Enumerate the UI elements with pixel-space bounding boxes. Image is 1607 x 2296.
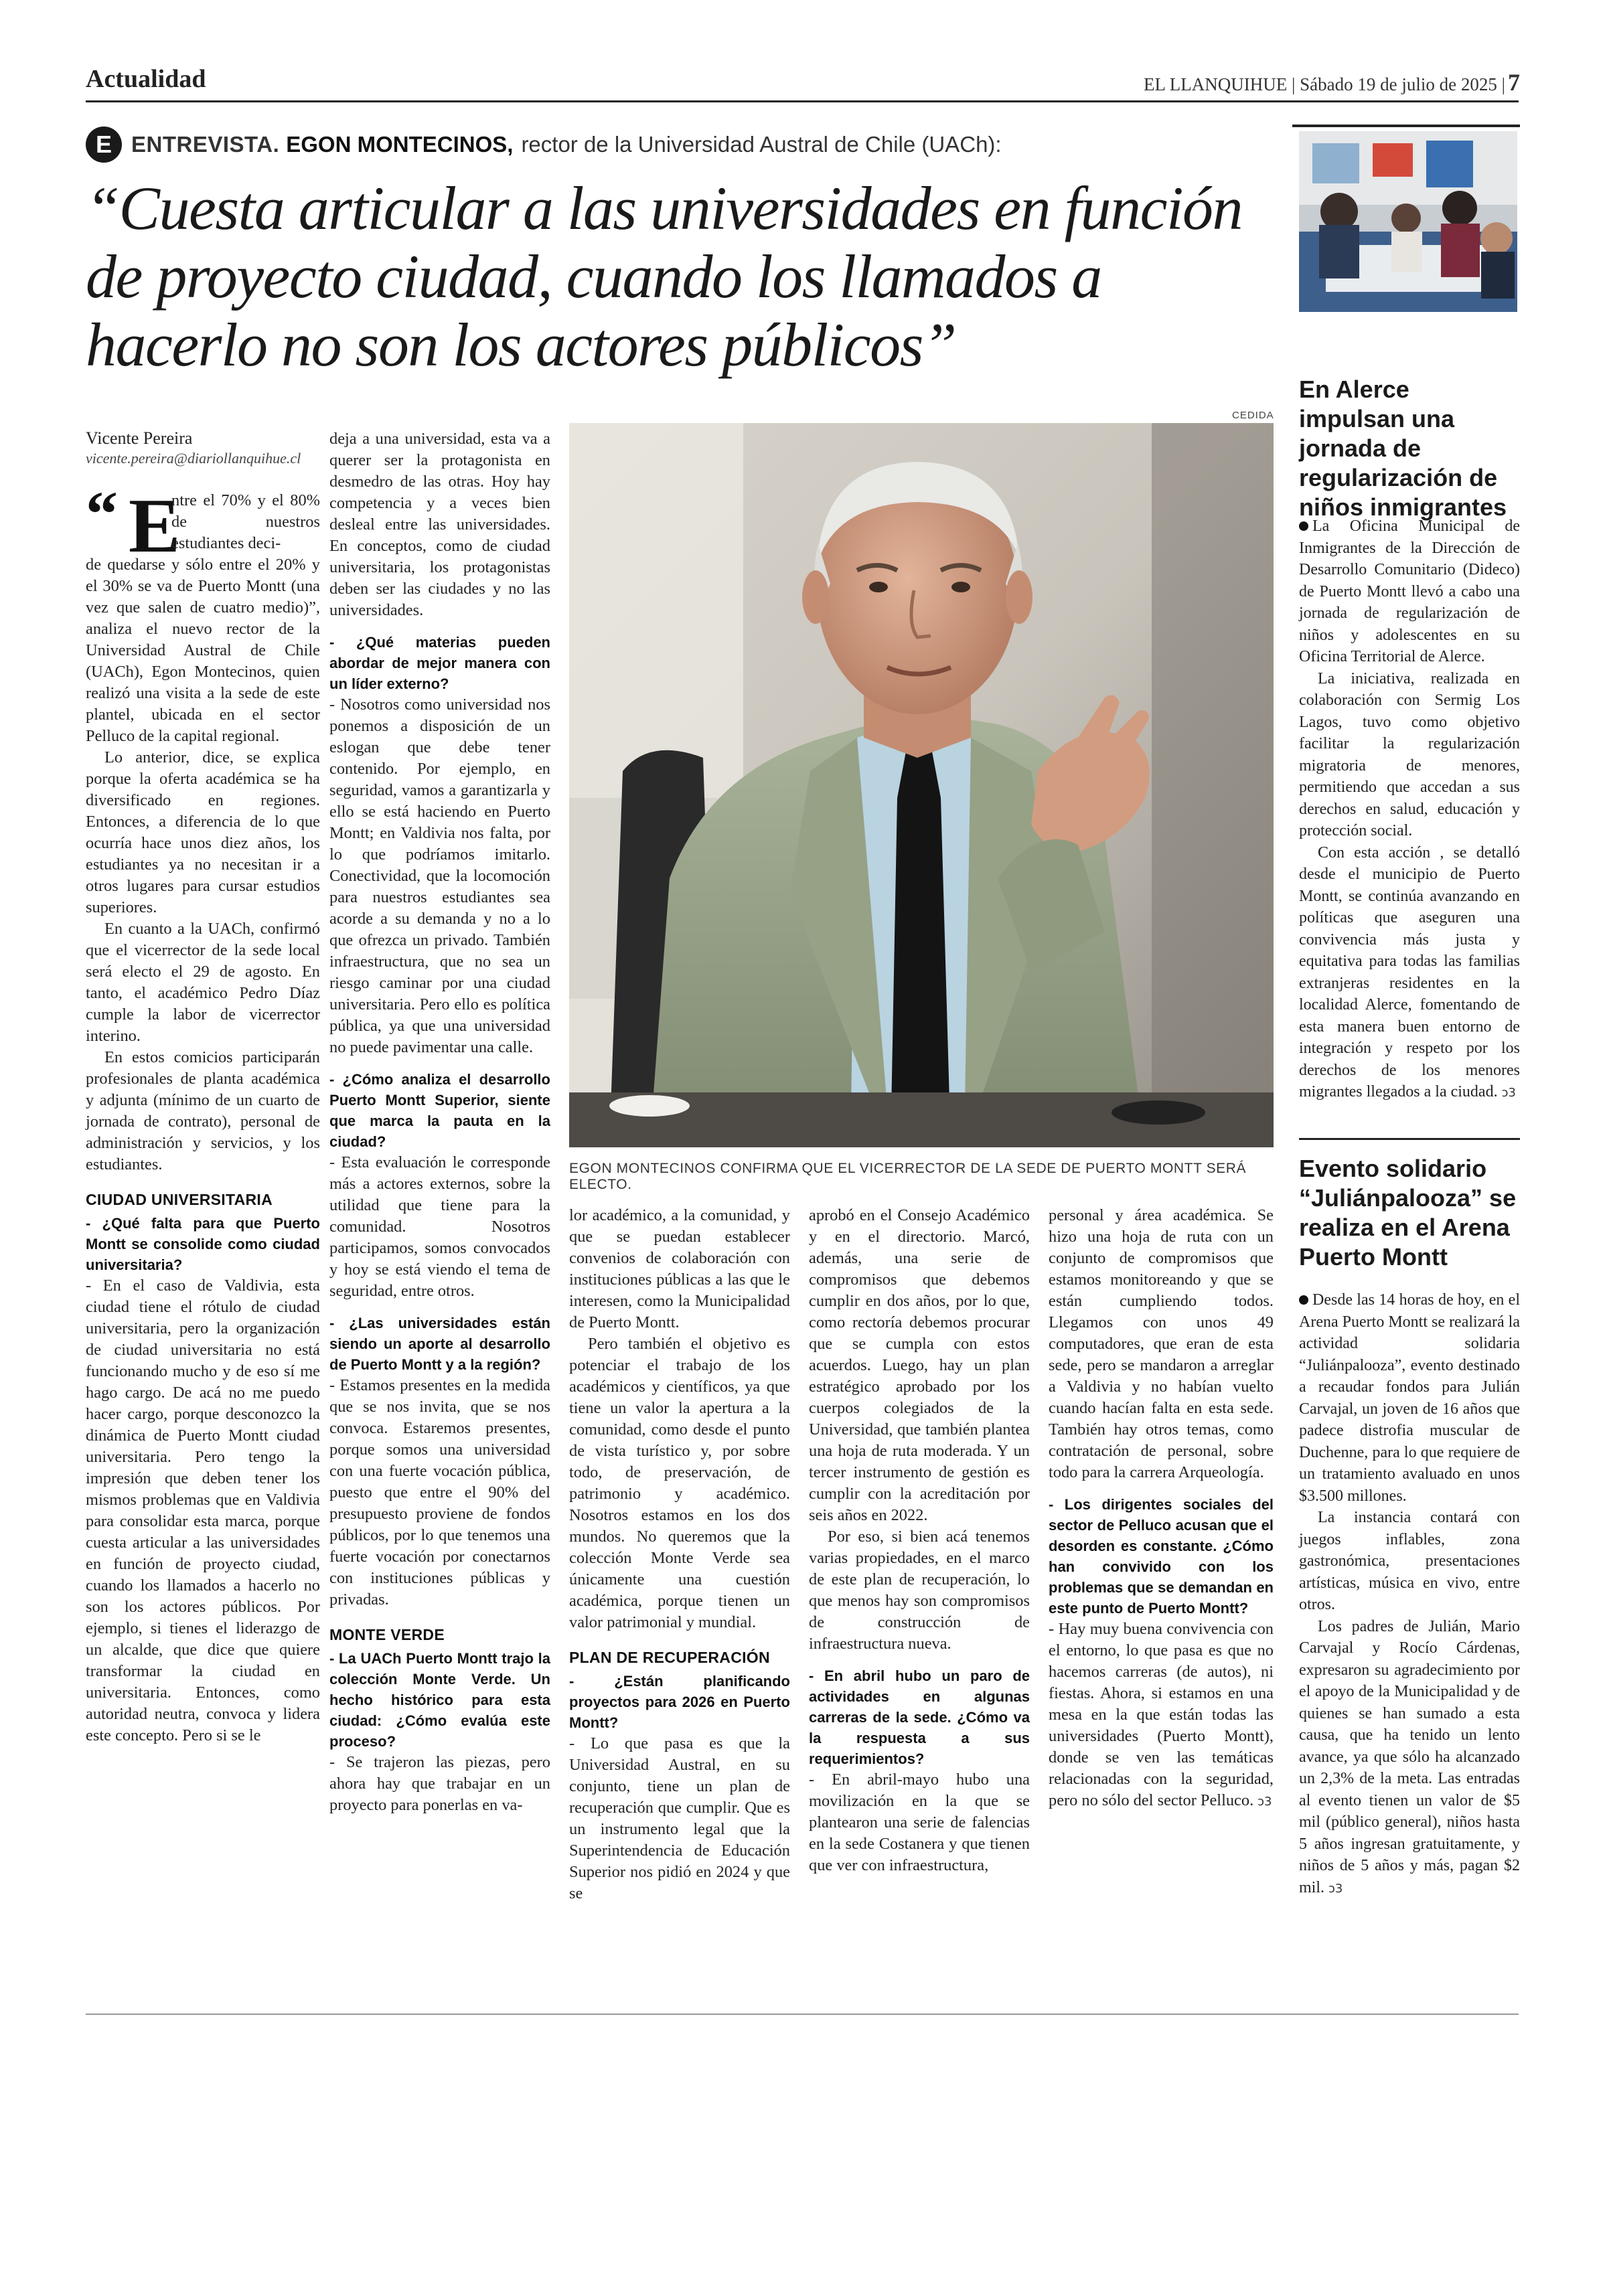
interview-answer: - Esta evaluación le corresponde más a actores externos, sobre la utilidad que tiene para la comunidad. Nosotros participamos, somos convocados y hoy se está viendo el tema de seguridad, entre otros. [329, 1153, 550, 1300]
paragraph: Por eso, si bien acá tenemos varias propiedades, en el marco de este plan de recuperación, lo que menos hay son compromisos de construcción de infraestructura nueva. [809, 1528, 1030, 1653]
kicker [86, 126, 1002, 163]
entrevista-badge: E [86, 127, 122, 163]
paragraph: La instancia contará con juegos inflables, zona gastronómica, presentaciones artísticas, música en vivo, entre otros. [1299, 1509, 1520, 1613]
interview-photo [569, 423, 1274, 1147]
paragraph: Pero también el objetivo es potenciar el trabajo de los académicos y científicos, ya que tiene un valor la apertura a la comunidad, como desde el punto de vista turístico y, por sobre todo, de preservación, de patrimonio y académico. Nosotros estamos en los dos mundos. No queremos que la colección Monte Verde sea únicamente una cuestión académica, porque tienen un valor patrimonial y mundial. [569, 1335, 790, 1631]
kicker-label: ENTREVISTA. [131, 132, 280, 157]
interview-answer: - En el caso de Valdivia, esta ciudad tiene el rótulo de ciudad universitaria, pero la organización de ciudad universitaria no está funcionando mucho y de eso sí me hago cargo. De acá no me puedo hacer cargo, porque desconozco la dinámica de Puerto Montt ciudad universitaria. Pero tengo la impresión que deben tener los mismos problemas que en Valdivia para consolidar esta marca, porque cuesta articular a las universidades en función de proyecto ciudad, cuando los llamados a hacerlo no son los actores públicos. Por ejemplo, si tienes el liderazgo de un alcalde, que dice que quiere transformar la ciudad en universitaria. Entonces, como autoridad neutra, convoca y lidera este concepto. Pero si se le [86, 1277, 320, 1744]
bullet-icon [1299, 521, 1308, 531]
paragraph: En estos comicios participarán profesionales de planta académica y adjunta (mínimo de un cuarto de jornada de contrato), personal de administración y servicios, y los estudiantes. [86, 1048, 320, 1173]
masthead [1144, 68, 1520, 96]
sidebar-story-1-title: En Alerce impulsan una jornada de regularización de niños inmigrantes [1299, 376, 1507, 521]
end-mark-icon: ↄ3 [1257, 1795, 1272, 1809]
lead-paragraph-start: ntre el 70% y el 80% de nuestros estudiantes deci- [171, 491, 320, 552]
end-mark-icon: ↄ3 [1328, 1881, 1343, 1896]
sidebar-photo-illustration [1299, 131, 1517, 312]
interview-question: - ¿Qué falta para que Puerto Montt se consolide como ciudad universitaria? [86, 1215, 320, 1273]
interview-answer: - En abril-mayo hubo una movilización en la que se plantearon una serie de falencias en la sede Costanera y que tienen que ver con infraestructura, [809, 1771, 1030, 1874]
paragraph: En cuanto a la UACh, confirmó que el vicerrector de la sede local será electo el 29 de agosto. En tanto, el académico Pedro Díaz cumple la labor de vicerrector interino. [86, 920, 320, 1045]
article-column-4 [809, 1205, 1030, 1876]
interview-photo-illustration [569, 423, 1274, 1147]
paragraph [1299, 1616, 1520, 1900]
paragraph-text: Con esta acción , se detalló desde el municipio de Puerto Montt, se continúa avanzando en políticas que aseguren una convivencia más justa y equitativa para todas las familias extranjeras residentes en la localidad Alerce, fomentando de esta manera buen entorno de integración y respeto por los derechos de los menores migrantes llegados a la ciudad. [1299, 843, 1520, 1100]
paragraph: personal y área académica. Se hizo una hoja de ruta con un conjunto de compromisos que estamos monitoreando y que se están cumpliendo todos. Llegamos con unos 49 computadores, que eran de esta sede, pero se mandaron a arreglar a Valdivia y no habían vuelto cuando hacían falta en esta sede. También hay otros temas, como contratación de personal, sobre todo para la carrera Arqueología. [1049, 1206, 1274, 1481]
sidebar-story-2-title: Evento solidario “Juliánpalooza” se realiza en el Arena Puerto Montt [1299, 1155, 1517, 1270]
top-rule [86, 100, 1519, 102]
headline: “Cuesta articular a las universidades en función de proyecto ciudad, cuando los llamados a hacerlo no son los actores públicos” [86, 174, 1243, 379]
sidebar-separator [1299, 1138, 1520, 1140]
subheading: CIUDAD UNIVERSITARIA [86, 1191, 273, 1208]
lead-paragraph: de quedarse y sólo entre el 20% y el 30% se va de Puerto Montt (una vez que salen de cuatro medio)”, analiza el nuevo rector de la Universidad Austral de Chile (UACh), Egon Montecinos, quien realizó una visita a la sede de este plantel, ubicada en el sector Pelluco de la capital regional. [86, 556, 320, 745]
paragraph: La iniciativa, realizada en colaboración con Sermig Los Lagos, tuvo como objetivo facilitar la regularización migratoria de menores, permitiendo que accedan a sus derechos en salud, educación y protección social. [1299, 669, 1520, 839]
interview-answer: - Estamos presentes en la medida que se nos invita, que se nos convoca. Estaremos presentes, porque somos una universidad con una fuerte vocación pública, puesto que entre el 90% del presupuesto proviene de fondos públicos, por lo que tenemos una fuerte vocación por conectarnos con instituciones públicas y privadas. [329, 1376, 550, 1609]
article-column-5 [1049, 1205, 1274, 1813]
paragraph [1299, 842, 1520, 1104]
interview-question: - Los dirigentes sociales del sector de Pelluco acusan que el desorden es constante. ¿Cómo han convivido con los problemas que se demandan en este punto de Puerto Montt? [1049, 1496, 1274, 1617]
interview-question: - ¿Están planificando proyectos para 2026 en Puerto Montt? [569, 1673, 790, 1731]
sidebar-story-1-body [1299, 515, 1520, 1104]
paragraph-text: Desde las 14 horas de hoy, en el Arena Puerto Montt se realizará la actividad solidaria “Juliánpalooza”, evento destinado a recaudar fondos para Julián Carvajal, un joven de 16 años que padece distrofia muscular de Duchenne, para lo que requiere de un tratamiento avaluado en unos $3.500 millones. [1299, 1291, 1520, 1505]
paragraph: lor académico, a la comunidad, y que se puedan establecer convenios de colaboración con instituciones públicas a las que le interesen, como la Municipalidad de Puerto Montt. [569, 1206, 790, 1331]
section-label: Actualidad [86, 65, 206, 93]
kicker-name: EGON MONTECINOS, [286, 132, 514, 157]
paragraph: deja a una universidad, esta va a querer ser la protagonista en desmedro de las otras. Hoy hay competencia y a veces bien desleal entre las universidades. En conceptos, como de ciudad universitaria, los protagonistas deben ser las ciudades y no las universidades. [329, 430, 550, 619]
bullet-icon [1299, 1295, 1308, 1305]
dropcap-quote: “ [86, 478, 118, 550]
bottom-rule [86, 2014, 1519, 2015]
interview-question: - ¿Qué materias pueden abordar de mejor manera con un líder externo? [329, 634, 550, 692]
interview-question: - En abril hubo un paro de actividades en algunas carreras de la sede. ¿Cómo va la respuesta a sus requerimientos? [809, 1667, 1030, 1767]
paragraph [1299, 1289, 1520, 1507]
paragraph: Lo anterior, dice, se explica porque la oferta académica se ha diversificado en regiones. Entonces, a diferencia de lo que ocurría hace unos diez años, los estudiantes ya no necesitan ir a otros lugares para cursar estudios superiores. [86, 748, 320, 916]
photo-credit: CEDIDA [1232, 410, 1274, 421]
paragraph-text: Los padres de Julián, Mario Carvajal y Rocío Cárdenas, expresaron su agradecimiento por el apoyo de la Municipalidad y de quienes se han sumado a esta causa, que ha tenido un lento avance, ya que sólo ha alcanzado un 2,3% de la meta. Las entradas al evento tienen un valor de $5 mil (público general), niños hasta 5 años ingresan gratuitamente, y niños de 5 años y más, pagan $2 mil. [1299, 1617, 1520, 1896]
kicker-role: rector de la Universidad Austral de Chile (UACh): [521, 132, 1002, 157]
end-mark-icon: ↄ3 [1501, 1086, 1516, 1100]
byline-name: Vicente Pereira [86, 428, 193, 448]
article-column-1 [86, 483, 320, 1746]
paragraph [1299, 515, 1520, 668]
paragraph-text: La Oficina Municipal de Inmigrantes de la Dirección de Desarrollo Comunitario (Dideco) de Puerto Montt llevó a cabo una jornada de regularización de niños y adolescentes en su Oficina Territorial de Alerce. [1299, 517, 1520, 665]
interview-answer: - Lo que pasa es que la Universidad Austral, en su conjunto, tiene un plan de recuperación que cumplir. Que es un instrumento legal que la Superintendencia de Educación Superior nos pidió en 2024 y que se [569, 1734, 790, 1902]
article-column-3 [569, 1205, 790, 1904]
sidebar-story-2-body [1299, 1289, 1520, 1900]
paragraph: aprobó en el Consejo Académico y en el directorio. Marcó, además, una serie de compromisos que debemos cumplir en dos años, por lo que, como rectoría debemos procurar que se cumpla con estos acuerdos. Luego, hay un plan estratégico aprobado por los cuerpos colegiados de la Universidad, que también plantea una hoja de ruta moderada. Y un tercer instrumento de gestión es cumplir con la acreditación por seis años en 2022. [809, 1206, 1030, 1524]
byline-email: vicente.pereira@diariollanquihue.cl [86, 450, 301, 467]
interview-answer [1049, 1619, 1274, 1813]
page-number: 7 [1508, 69, 1520, 96]
article-column-2 [329, 428, 550, 1816]
interview-question: - ¿Las universidades están siendo un aporte al desarrollo de Puerto Montt y a la región? [329, 1315, 550, 1373]
answer-text: - Hay muy buena convivencia con el entorno, lo que pasa es que no hacemos carreras (de autos), ni fiestas. Ahora, si estamos en una mesa en la que están todas las universidades (Puerto Montt), donde se ven las temáticas relacionadas con la seguridad, pero no sólo del sector Pelluco. [1049, 1620, 1274, 1809]
subheading: PLAN DE RECUPERACIÓN [569, 1649, 770, 1666]
interview-question: - ¿Cómo analiza el desarrollo Puerto Montt Superior, siente que marca la pauta en la ciudad? [329, 1071, 550, 1150]
photo-caption: EGON MONTECINOS CONFIRMA QUE EL VICERRECTOR DE LA SEDE DE PUERTO MONTT SERÁ ELECTO. [569, 1161, 1247, 1192]
sidebar-photo [1299, 131, 1517, 312]
subheading: MONTE VERDE [329, 1626, 445, 1643]
sidebar-rule [1292, 125, 1520, 127]
interview-answer: - Se trajeron las piezas, pero ahora hay que trabajar en un proyecto para ponerlas en va- [329, 1753, 550, 1814]
interview-answer: - Nosotros como universidad nos ponemos a disposición de un eslogan que debe tener contenido. Por ejemplo, en seguridad, vamos a garantizarla y ello se está haciendo en Puerto Montt; en Valdivia nos falta, por lo que podríamos imitarlo. Conectividad, que la locomoción para nuestros estudiantes sea acorde a su demanda y no a lo que ofrezca un privado. También infraestructura, que no sea un riesgo caminar por una ciudad universitaria. Pero ello es política pública, ya que una universidad no puede pavimentar una calle. [329, 695, 550, 1056]
masthead-text: EL LLANQUIHUE | Sábado 19 de julio de 2025 | [1144, 74, 1505, 94]
interview-question: - La UACh Puerto Montt trajo la colección Monte Verde. Un hecho histórico para esta ciudad: ¿Cómo evalúa este proceso? [329, 1650, 550, 1750]
dropcap-letter: E [129, 483, 181, 569]
